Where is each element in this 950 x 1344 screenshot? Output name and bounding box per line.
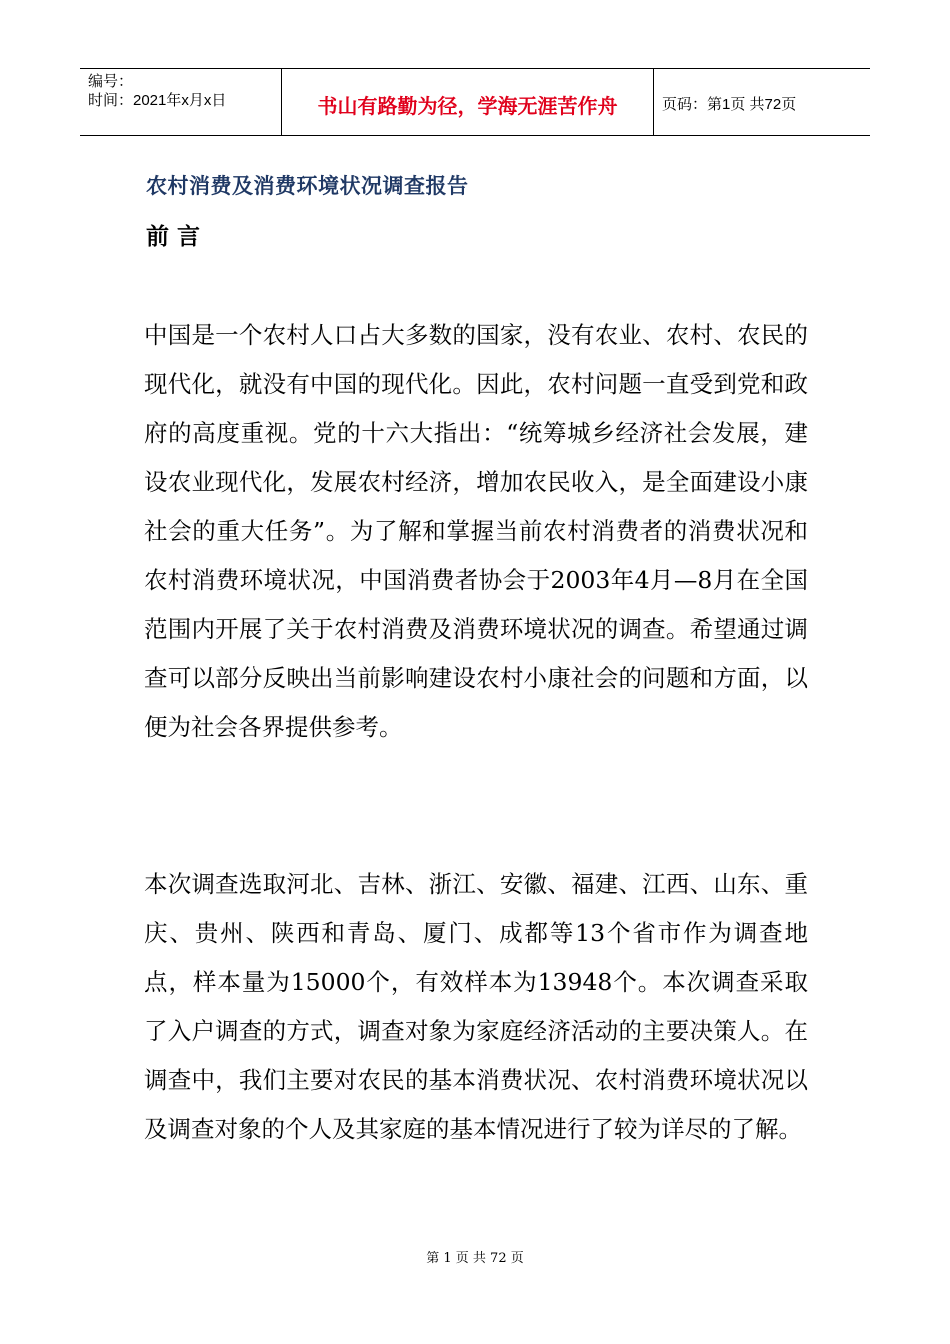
page-header xyxy=(80,68,870,136)
page-footer: 第 1 页 共 72 页 xyxy=(426,1251,524,1266)
header-meta-cell xyxy=(80,69,282,135)
serial-label: 编号： xyxy=(88,73,134,90)
body-paragraph: 中国是一个农村人口占大多数的国家，没有农业、农村、农民的现代化，就没有中国的现代化。因此，农村问题一直受到党和政府的高度重视。党的十六大指出：“统筹城乡经济社会发展，建设农业现代化，发展农村经济，增加农民收入，是全面建设小康社会的重大任务”。为了解和掌握当前农村消费者的消费状况和农村消费环境状况，中国消费者协会于2003年4月—8月在全国范围内开展了关于农村消费及消费环境状况的调查。希望通过调查可以部分反映出当前影响建设农村小康社会的问题和方面，以便为社会各界提供参考。 xyxy=(144,321,808,741)
header-page-info: 页码：第1页 共72页 xyxy=(662,95,797,113)
document-title: 农村消费及消费环境状况调查报告 xyxy=(146,174,469,198)
body-paragraph: 本次调查选取河北、吉林、浙江、安徽、福建、江西、山东、重庆、贵州、陕西和青岛、厦门、成都等13个省市作为调查地点，样本量为15000个，有效样本为13948个。本次调查采取了入户调查的方式，调查对象为家庭经济活动的主要决策人。在调查中，我们主要对农民的基本消费状况、农村消费环境状况以及调查对象的个人及其家庭的基本情况进行了较为详尽的了解。 xyxy=(144,870,808,1143)
section-heading: 前 言 xyxy=(146,224,201,250)
date-label: 时间：2021年x月x日 xyxy=(88,92,227,109)
header-motto: 书山有路勤为径，学海无涯苦作舟 xyxy=(282,69,654,135)
